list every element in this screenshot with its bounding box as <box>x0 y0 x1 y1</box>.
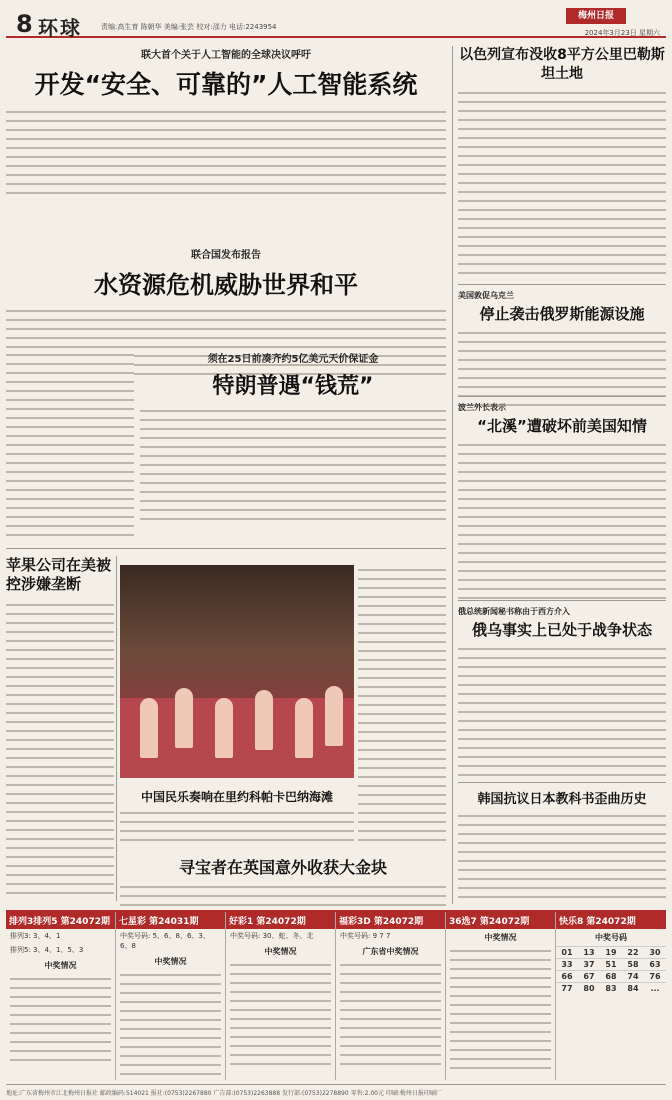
page-header <box>6 4 666 38</box>
kl8-number: 51 <box>600 959 622 971</box>
ai-headline: 开发“安全、可靠的”人工智能系统 <box>34 70 418 99</box>
x36-title: 36选7 第24072期 <box>446 912 555 929</box>
treasure-article <box>120 855 446 910</box>
trump-kicker: 须在25日前凑齐约5亿美元天价保证金 <box>207 354 379 365</box>
performer-figure <box>255 690 273 750</box>
page-footer: 地址:广东省梅州市江北梅州日报社 邮政编码:514021 报社:(0753)2267880 广告部:(0753)2263888 发行部:(0753)2278890 零售:2.00元 印刷:梅州日报印刷厂 <box>6 1084 666 1097</box>
kl8-number: 01 <box>556 947 578 959</box>
trump-headline: 特朗普遇“钱荒” <box>212 374 374 399</box>
treasure-headline: 寻宝者在英国意外收获大金块 <box>178 858 387 877</box>
fc3d-line1: 中奖号码: 9 7 7 <box>340 932 391 940</box>
photo-caption-text <box>120 808 354 848</box>
hy1-sub: 中奖情况 <box>264 947 297 956</box>
qxc-title: 七星彩 第24031期 <box>116 912 225 929</box>
nordstream-body-text <box>458 440 666 600</box>
fc3d-title: 福彩3D 第24072期 <box>336 912 445 929</box>
kl8-number: ... <box>644 983 666 995</box>
photo-caption-headline: 中国民乐奏响在里约科帕卡巴纳海滩 <box>140 790 333 804</box>
ukraine-headline: 停止袭击俄罗斯能源设施 <box>479 305 645 323</box>
kl8-number: 67 <box>578 971 600 983</box>
qxc-line1: 中奖号码: 5、6、8、6、3、6、8 <box>120 932 210 950</box>
water-kicker: 联合国发布报告 <box>191 250 261 261</box>
lottery-36x7 <box>446 912 556 1080</box>
israel-article <box>458 46 666 278</box>
kremlin-headline: 俄乌事实上已处于战争状态 <box>471 621 652 639</box>
performer-figure <box>325 686 343 746</box>
divider <box>116 556 117 901</box>
kl8-number: 68 <box>600 971 622 983</box>
kl8-number: 58 <box>622 959 644 971</box>
kl8-number: 63 <box>644 959 666 971</box>
performer-figure <box>295 698 313 758</box>
korea-headline: 韩国抗议日本教科书歪曲历史 <box>477 792 647 807</box>
nordstream-kicker: 波兰外长表示 <box>458 403 506 412</box>
qxc-sub: 中奖情况 <box>154 957 187 966</box>
photo-side-text <box>358 565 446 848</box>
trump-body-left <box>6 350 134 540</box>
kl8-number: 66 <box>556 971 578 983</box>
kl8-number: 74 <box>622 971 644 983</box>
kl8-title: 快乐8 第24072期 <box>556 912 666 929</box>
kl8-number: 83 <box>600 983 622 995</box>
kl8-number: 76 <box>644 971 666 983</box>
kl8-number: 30 <box>644 947 666 959</box>
nordstream-article <box>458 402 666 600</box>
korea-body-text <box>458 811 666 901</box>
pl3-line2: 排列5: 3、4、1、5、3 <box>10 946 84 954</box>
ukraine-article <box>458 290 666 408</box>
lottery-results <box>6 910 666 1078</box>
kremlin-kicker: 俄总统新闻秘书称由于西方介入 <box>458 607 570 616</box>
issue-date: 2024年3月23日 星期六 <box>584 29 660 37</box>
newspaper-logo: 梅州日报 <box>566 8 626 24</box>
divider <box>458 782 666 783</box>
divider <box>6 548 446 549</box>
ai-article <box>6 46 446 197</box>
kl8-number: 84 <box>622 983 644 995</box>
treasure-body-text <box>120 882 446 910</box>
section-title: 环球 <box>38 16 82 40</box>
pl3-line1: 排列3: 3、4、1 <box>10 932 61 940</box>
ai-kicker: 联大首个关于人工智能的全球决议呼吁 <box>141 50 311 61</box>
israel-headline: 以色列宣布没收8平方公里巴勒斯坦土地 <box>459 47 665 82</box>
lottery-hy1 <box>226 912 336 1080</box>
orchestra-photo <box>120 565 354 778</box>
lottery-fc3d <box>336 912 446 1080</box>
x36-sub: 中奖情况 <box>484 933 517 942</box>
kremlin-article <box>458 606 666 779</box>
page-number: 8 <box>16 10 33 38</box>
lottery-kl8 <box>556 912 666 1080</box>
x36-table <box>450 946 551 1071</box>
divider <box>458 396 666 397</box>
fc3d-table <box>340 960 441 1065</box>
performer-figure <box>140 698 158 758</box>
hy1-table <box>230 960 331 1065</box>
hy1-title: 好彩1 第24072期 <box>226 912 335 929</box>
apple-article <box>6 556 114 900</box>
kl8-number: 37 <box>578 959 600 971</box>
hy1-line1: 中奖号码: 30、蛇、冬、北 <box>230 932 314 940</box>
lottery-pl3 <box>6 912 116 1080</box>
kl8-number: 33 <box>556 959 578 971</box>
kl8-number: 80 <box>578 983 600 995</box>
ukraine-kicker: 美国敦促乌克兰 <box>458 291 514 300</box>
trump-article <box>140 350 446 526</box>
column-divider <box>452 46 453 904</box>
kl8-number: 22 <box>622 947 644 959</box>
water-headline: 水资源危机威胁世界和平 <box>94 271 358 299</box>
kl8-number: 13 <box>578 947 600 959</box>
performer-figure <box>215 698 233 758</box>
editor-credits: 责编:高生育 陈朝华 美编:张芸 校对:邵力 电话:2243954 <box>101 23 277 31</box>
kremlin-body-text <box>458 644 666 779</box>
divider <box>458 284 666 285</box>
pl3-title: 排列3排列5 第24072期 <box>6 912 115 929</box>
qxc-table <box>120 970 221 1075</box>
pl3-table <box>10 974 111 1064</box>
israel-body-text <box>458 88 666 278</box>
nordstream-headline: “北溪”遭破坏前美国知情 <box>477 417 647 435</box>
kl8-number-grid <box>556 946 666 994</box>
apple-headline: 苹果公司在美被控涉嫌垄断 <box>6 556 112 593</box>
performer-figure <box>175 688 193 748</box>
trump-body-text <box>140 406 446 526</box>
ai-body-text <box>6 107 446 197</box>
korea-article <box>458 788 666 901</box>
fc3d-sub: 广东省中奖情况 <box>362 947 419 956</box>
divider <box>458 600 666 601</box>
pl3-sub: 中奖情况 <box>44 961 77 970</box>
apple-body-text <box>6 600 114 900</box>
kl8-sub: 中奖号码 <box>595 933 627 942</box>
lottery-qxc <box>116 912 226 1080</box>
kl8-number: 77 <box>556 983 578 995</box>
kl8-number: 19 <box>600 947 622 959</box>
